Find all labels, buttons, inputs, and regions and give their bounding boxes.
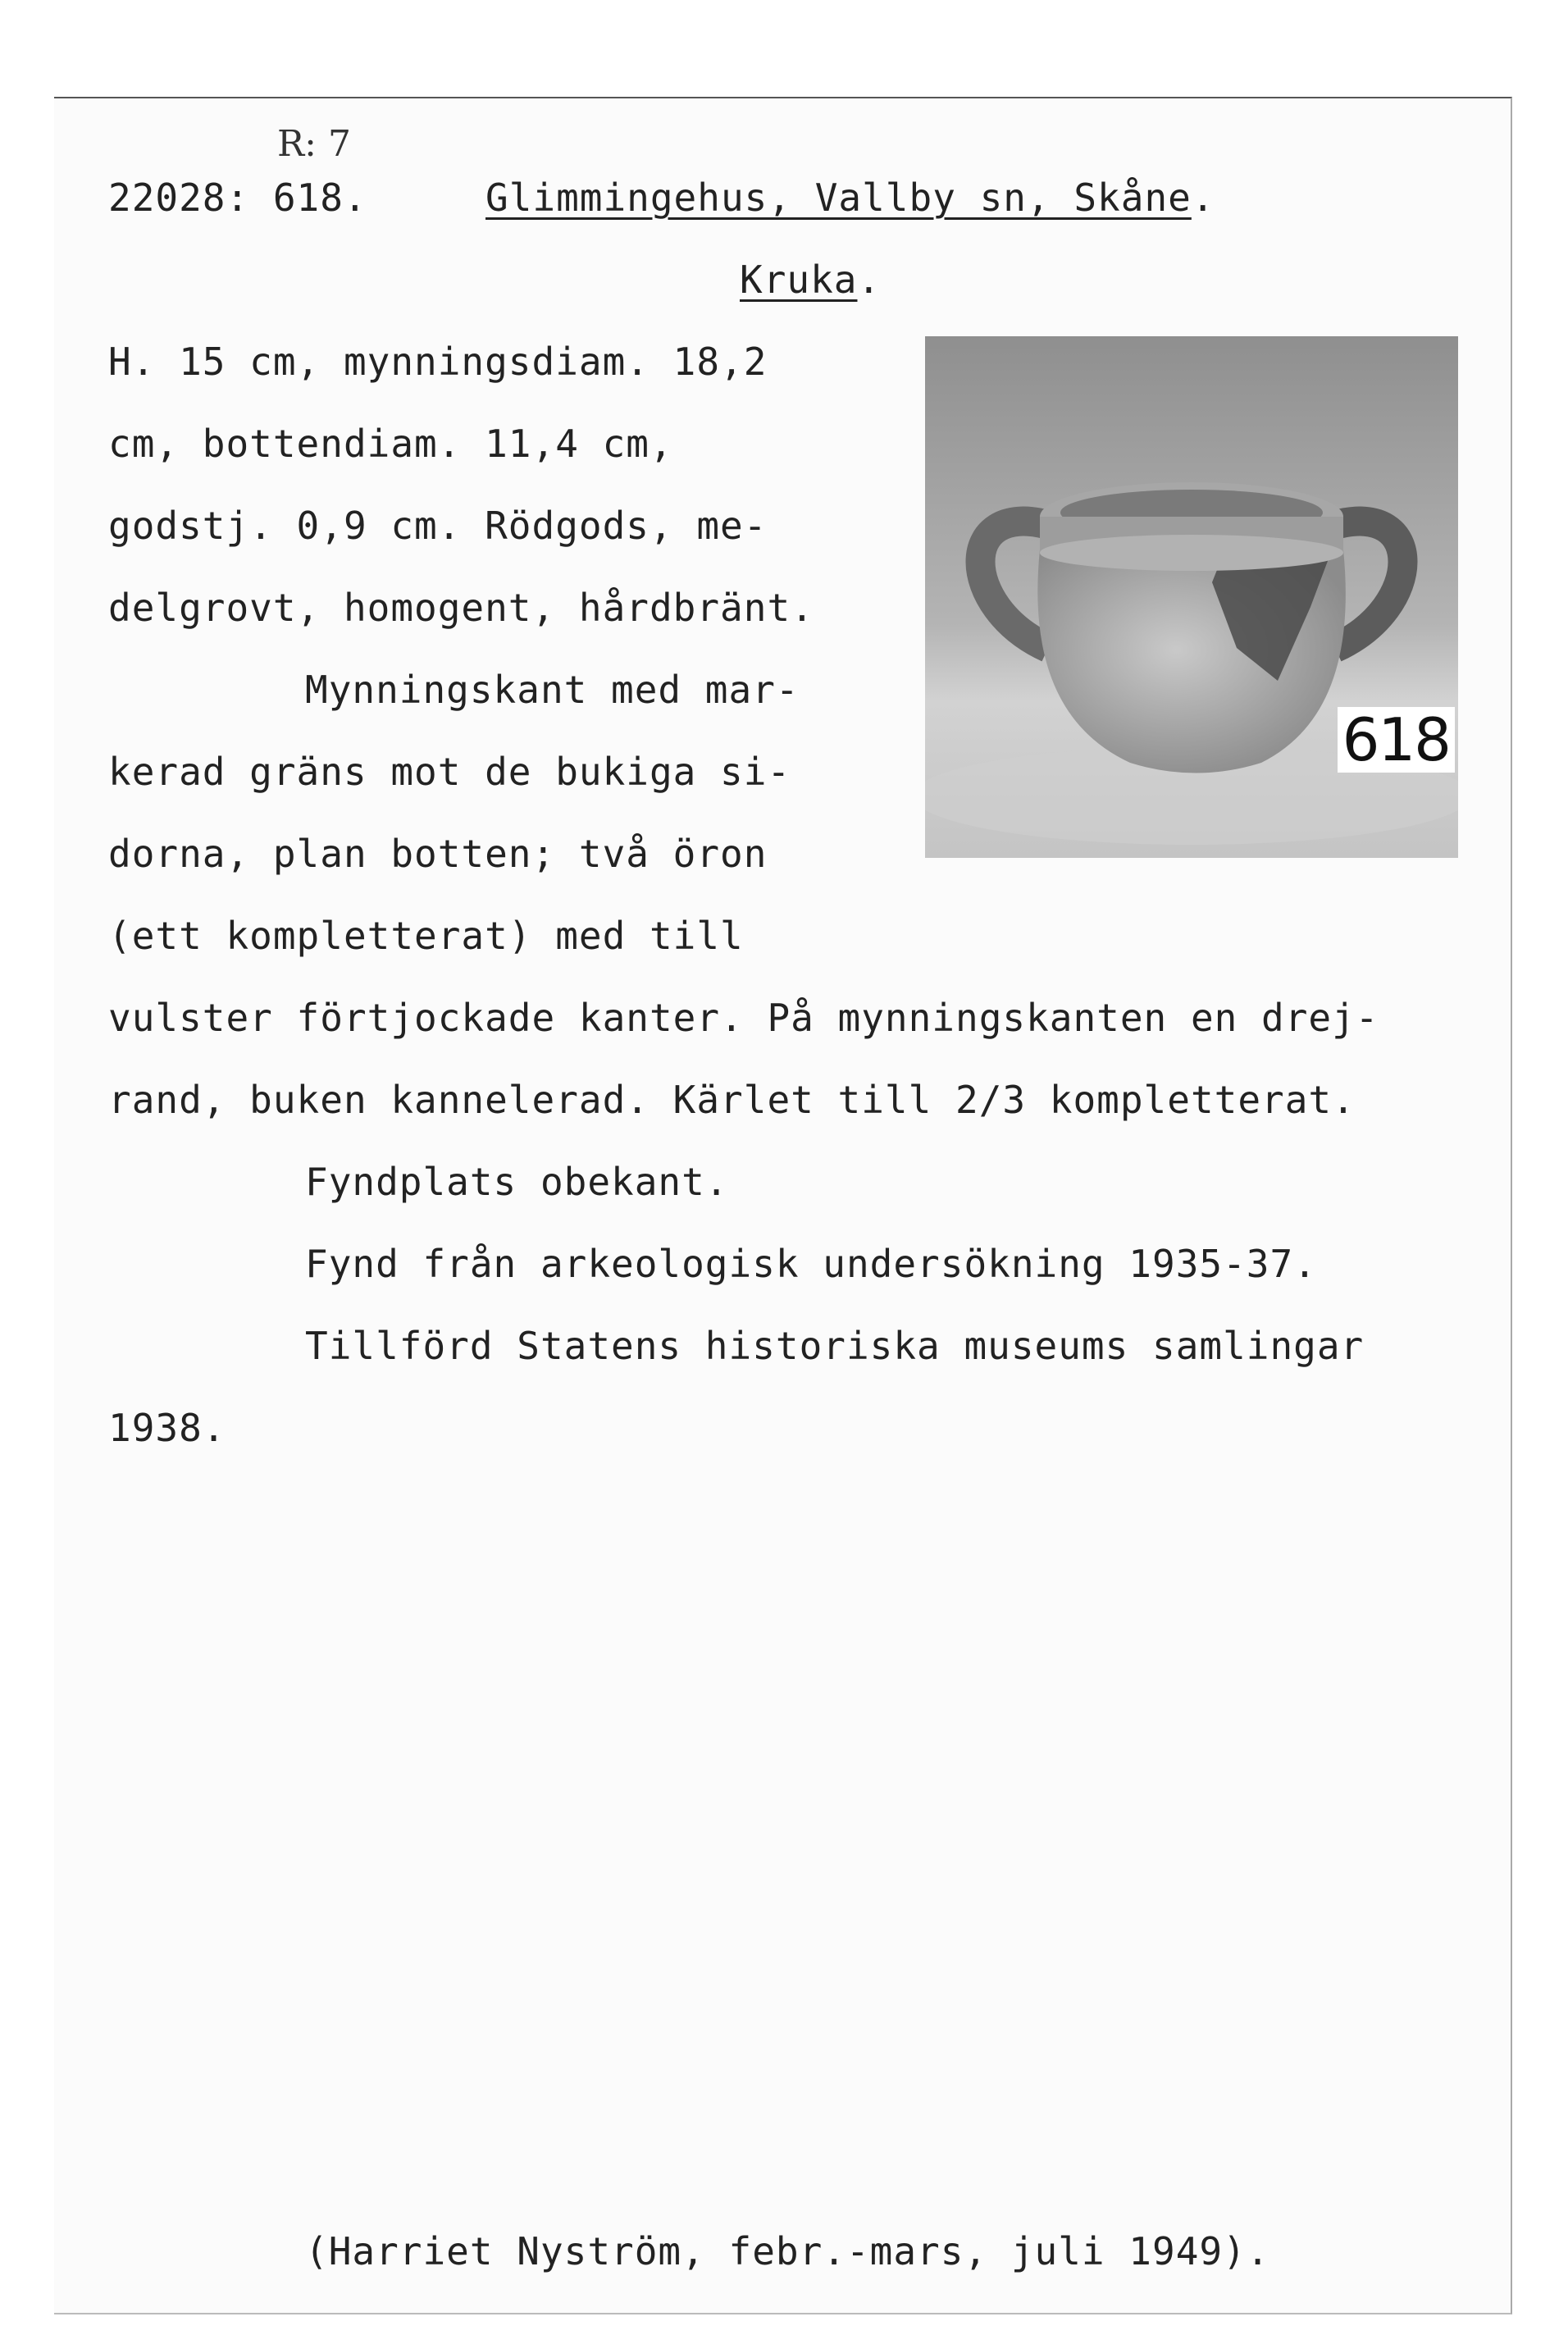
description-line: dorna, plan botten; två öron	[108, 832, 768, 876]
accession-line: Tillförd Statens historiska museums samlingar	[305, 1324, 1365, 1368]
handwritten-note: R: 7	[277, 123, 351, 165]
description-line: vulster förtjockade kanter. På mynningskanten en drej-	[108, 996, 1379, 1040]
object-heading	[740, 258, 882, 302]
description-line: godstj. 0,9 cm. Rödgods, me-	[108, 504, 768, 548]
object-name: Kruka	[740, 258, 858, 302]
description-line: Mynningskant med mar-	[305, 668, 800, 712]
find-place-line: Fyndplats obekant.	[305, 1160, 729, 1204]
description-line: cm, bottendiam. 11,4 cm,	[108, 422, 673, 466]
description-line: (ett kompletterat) med till	[108, 914, 744, 958]
catalog-number: 22028: 618.	[108, 176, 367, 220]
description-line: delgrovt, homogent, hårdbränt.	[108, 586, 814, 630]
description-line: kerad gräns mot de bukiga si-	[108, 750, 791, 794]
pot-image	[925, 336, 1458, 858]
description-line: rand, buken kannelerad. Kärlet till 2/3 kompletterat.	[108, 1078, 1356, 1122]
pot-photograph	[925, 336, 1458, 858]
site-period: .	[1191, 176, 1215, 220]
description-line: H. 15 cm, mynningsdiam. 18,2	[108, 340, 768, 384]
cataloguer-signature: (Harriet Nyström, febr.-mars, juli 1949).	[305, 2229, 1270, 2273]
site-name: Glimmingehus, Vallby sn, Skåne	[485, 176, 1192, 220]
object-period: .	[857, 258, 882, 302]
excavation-line: Fynd från arkeologisk undersökning 1935-37.	[305, 1242, 1317, 1286]
photo-number-label: 618	[1338, 707, 1455, 773]
site-heading	[485, 176, 1215, 220]
accession-year: 1938.	[108, 1406, 226, 1450]
